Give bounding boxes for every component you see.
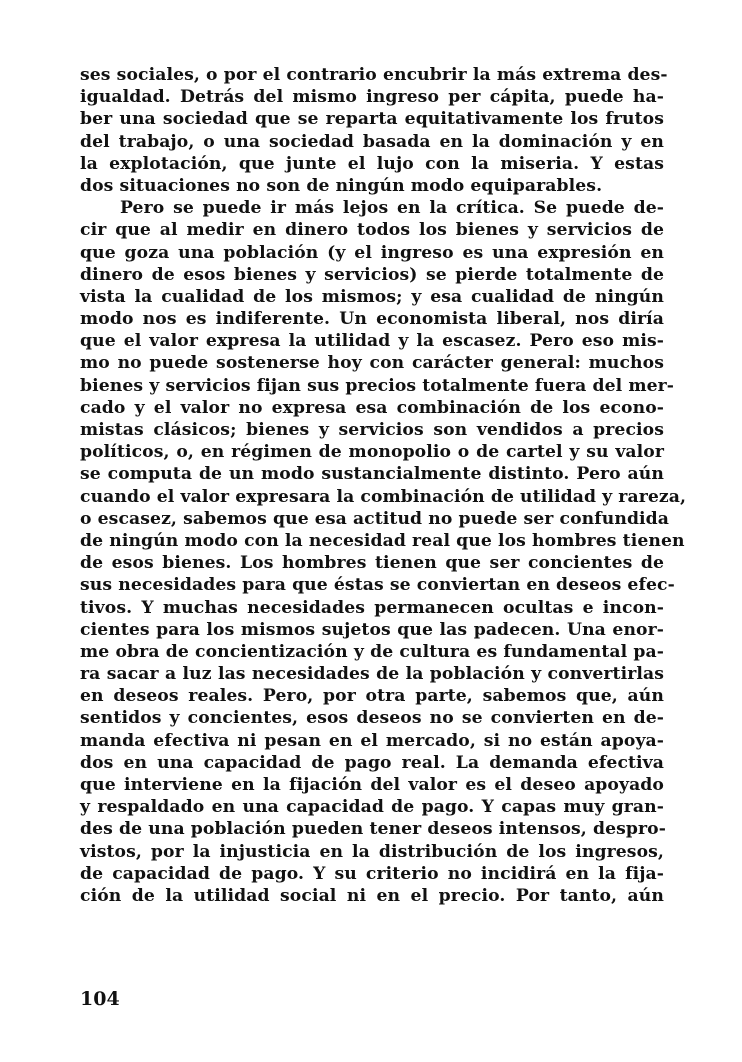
page-number: 104: [80, 988, 120, 1010]
text-line: mo no puede sostenerse hoy con carácter general: muchos: [80, 353, 664, 374]
text-line: se computa de un modo sustancialmente distinto. Pero aún: [80, 464, 664, 485]
text-line: sus necesidades para que éstas se conviertan en deseos efec-: [80, 575, 675, 596]
text-line: cientes para los mismos sujetos que las padecen. Una enor-: [80, 619, 664, 640]
text-line: del trabajo, o una sociedad basada en la dominación y en: [80, 131, 664, 152]
text-line: bienes y servicios fijan sus precios totalmente fuera del mer-: [80, 375, 675, 396]
text-line: Pero se puede ir más lejos en la crítica. Se puede de-: [120, 198, 664, 219]
paragraph: [80, 64, 668, 197]
text-line: sentidos y concientes, esos deseos no se convierten en de-: [80, 708, 664, 729]
text-line: que goza una población (y el ingreso es una expresión en: [80, 242, 664, 263]
text-line: ción de la utilidad social ni en el precio. Por tanto, aún: [80, 885, 664, 906]
text-line: ses sociales, o por el contrario encubrir la más extrema des-: [80, 65, 668, 85]
text-line: manda efectiva ni pesan en el mercado, si no están apoya-: [80, 730, 664, 751]
text-line: de esos bienes. Los hombres tienen que ser concientes de: [80, 553, 664, 574]
text-line: ra sacar a luz las necesidades de la población y convertirlas: [80, 664, 664, 685]
text-line: de capacidad de pago. Y su criterio no incidirá en la fija-: [80, 863, 664, 884]
text-line: des de una población pueden tener deseos intensos, despro-: [80, 819, 666, 840]
text-line: que el valor expresa la utilidad y la escasez. Pero eso mis-: [80, 331, 664, 352]
text-line: o escasez, sabemos que esa actitud no puede ser confundida: [80, 508, 670, 529]
text-line: en deseos reales. Pero, por otra parte, sabemos que, aún: [80, 686, 664, 707]
text-line: igualdad. Detrás del mismo ingreso per cápita, puede ha-: [80, 87, 664, 108]
text-line: y respaldado en una capacidad de pago. Y capas muy gran-: [80, 797, 664, 818]
text-line: vista la cualidad de los mismos; y esa cualidad de ningún: [80, 286, 664, 307]
text-line: me obra de concientización y de cultura es fundamental pa-: [80, 641, 664, 662]
text-line: modo nos es indiferente. Un economista liberal, nos diría: [80, 309, 664, 330]
text-line: vistos, por la injusticia en la distribución de los ingresos,: [80, 841, 664, 862]
text-line: la explotación, que junte el lujo con la miseria. Y estas: [80, 153, 664, 174]
text-line: cado y el valor no expresa esa combinación de los econo-: [80, 397, 664, 418]
text-line: dinero de esos bienes y servicios) se pierde totalmente de: [80, 264, 664, 285]
text-line: cir que al medir en dinero todos los bienes y servicios de: [80, 220, 664, 241]
text-line: que interviene en la fijación del valor es el deseo apoyado: [80, 775, 664, 795]
text-line: dos situaciones no son de ningún modo equiparables.: [80, 175, 603, 196]
text-line: cuando el valor expresara la combinación de utilidad y rareza,: [80, 486, 687, 507]
text-line: de ningún modo con la necesidad real que los hombres tienen: [80, 530, 685, 551]
text-line: tivos. Y muchas necesidades permanecen ocultas e incon-: [80, 597, 664, 618]
text-line: políticos, o, en régimen de monopolio o de cartel y su valor: [80, 442, 664, 463]
text-line: mistas clásicos; bienes y servicios son vendidos a precios: [80, 420, 664, 440]
body-text: [80, 64, 687, 907]
text-line: dos en una capacidad de pago real. La demanda efectiva: [80, 752, 664, 773]
paragraph: [80, 197, 687, 907]
text-line: ber una sociedad que se reparta equitativamente los frutos: [80, 109, 664, 130]
